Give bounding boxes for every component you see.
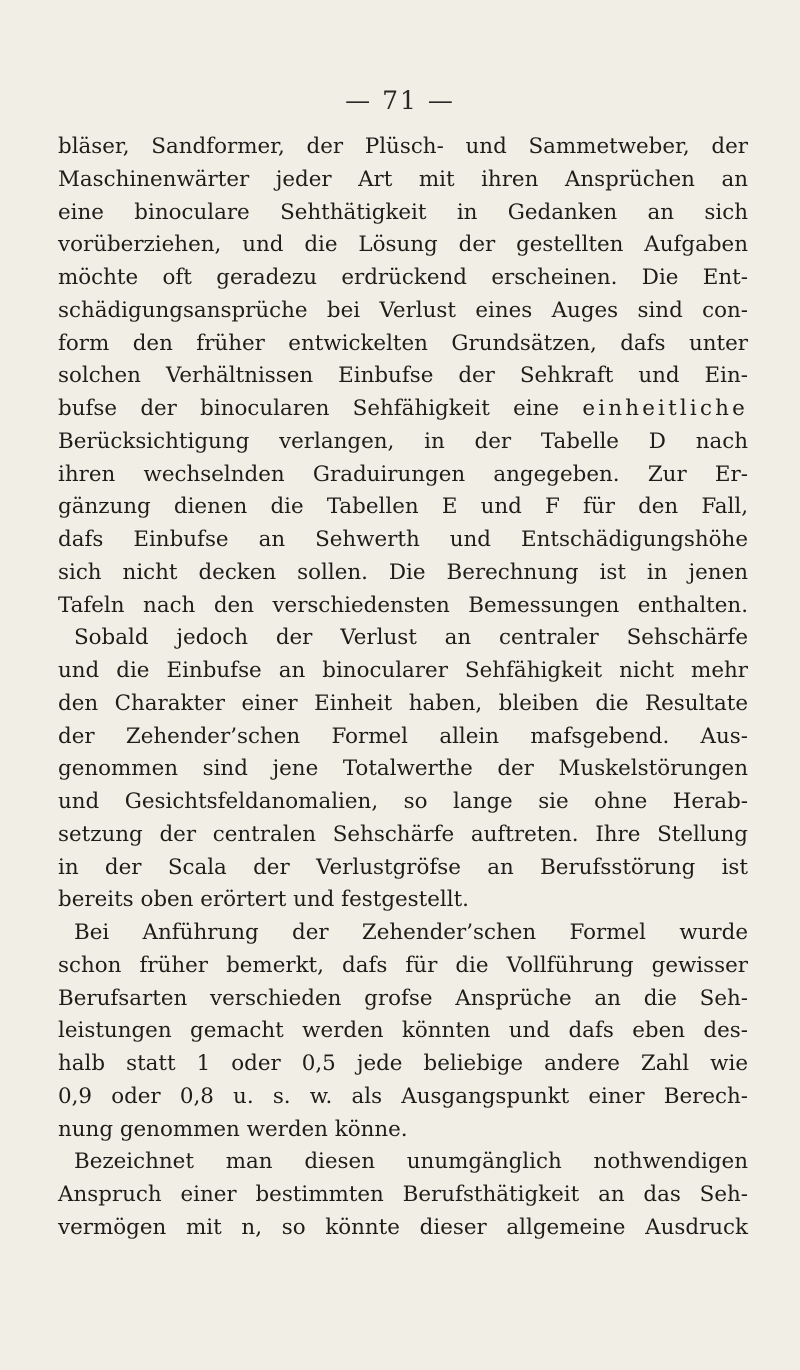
text-line: setzung der centralen Sehschärfe auftreten. Ihre Stellung [58,821,748,847]
text-line: Anspruch einer bestimmten Berufsthätigkeit an das Seh- [58,1182,748,1207]
spaced-emphasis: einheitliche [582,396,748,421]
text-line: gänzung dienen die Tabellen E und F für den Fall, [58,494,748,520]
text-line: schädigungsansprüche bei Verlust eines Auges sind con- [58,297,748,323]
text-line: und die Einbufse an binocularer Sehfähigkeit nicht mehr [58,658,748,683]
text-line: möchte oft geradezu erdrückend erscheinen. Die Ent- [58,265,748,290]
text-line: Tafeln nach den verschiedensten Bemessungen enthalten. [58,592,748,618]
text-line: schon früher bemerkt, dafs für die Vollführung gewisser [58,952,748,978]
text-line-emphasis [58,393,748,426]
text-line: solchen Verhältnissen Einbufse der Sehkraft und Ein- [58,363,748,389]
text-line: halb statt 1 oder 0,5 jede beliebige andere Zahl wie [58,1051,748,1076]
text-line: Bei Anführung der Zehender’schen Formel wurde [74,920,748,945]
text-line: form den früher entwickelten Grundsätzen, dafs unter [58,330,748,356]
text-line: Berufsarten verschieden grofse Ansprüche an die Seh- [58,985,748,1011]
text-line: vorüberziehen, und die Lösung der gestellten Aufgaben [58,232,748,258]
text-line: bläser, Sandformer, der Plüsch- und Sammetweber, der [58,134,748,159]
text-line: vermögen mit n, so könnte dieser allgemeine Ausdruck [58,1214,748,1240]
body-text [58,131,748,1245]
text-line: leistungen gemacht werden könnten und dafs eben des- [58,1018,748,1044]
text-line: bereits oben erörtert und festgestellt. [58,887,469,913]
page-number: — 71 — [345,86,455,115]
text-line: Sobald jedoch der Verlust an centraler Sehschärfe [74,625,748,651]
text-line: ihren wechselnden Graduirungen angegeben. Zur Er- [58,461,748,487]
text-line: Berücksichtigung verlangen, in der Tabelle D nach [58,428,748,454]
text-line: in der Scala der Verlustgröfse an Berufsstörung ist [58,854,748,880]
text-line: Bezeichnet man diesen unumgänglich nothwendigen [74,1149,748,1175]
text-segment: bufse der binocularen Sehfähigkeit eine [58,396,583,421]
text-line: Maschinenwärter jeder Art mit ihren Ansprüchen an [58,166,748,192]
text-line: 0,9 oder 0,8 u. s. w. als Ausgangspunkt einer Berech- [58,1083,748,1109]
text-line: der Zehender’schen Formel allein mafsgebend. Aus- [58,723,748,749]
text-line: sich nicht decken sollen. Die Berechnung ist in jenen [58,559,748,585]
text-line: nung genommen werden könne. [58,1116,408,1142]
text-line: genommen sind jene Totalwerthe der Muskelstörungen [58,756,748,782]
text-line: eine binoculare Sehthätigkeit in Gedanken an sich [58,199,748,225]
text-line: dafs Einbufse an Sehwerth und Entschädigungshöhe [58,527,748,552]
text-line: den Charakter einer Einheit haben, bleiben die Resultate [58,690,748,716]
text-line: und Gesichtsfeldanomalien, so lange sie ohne Herab- [58,789,748,814]
